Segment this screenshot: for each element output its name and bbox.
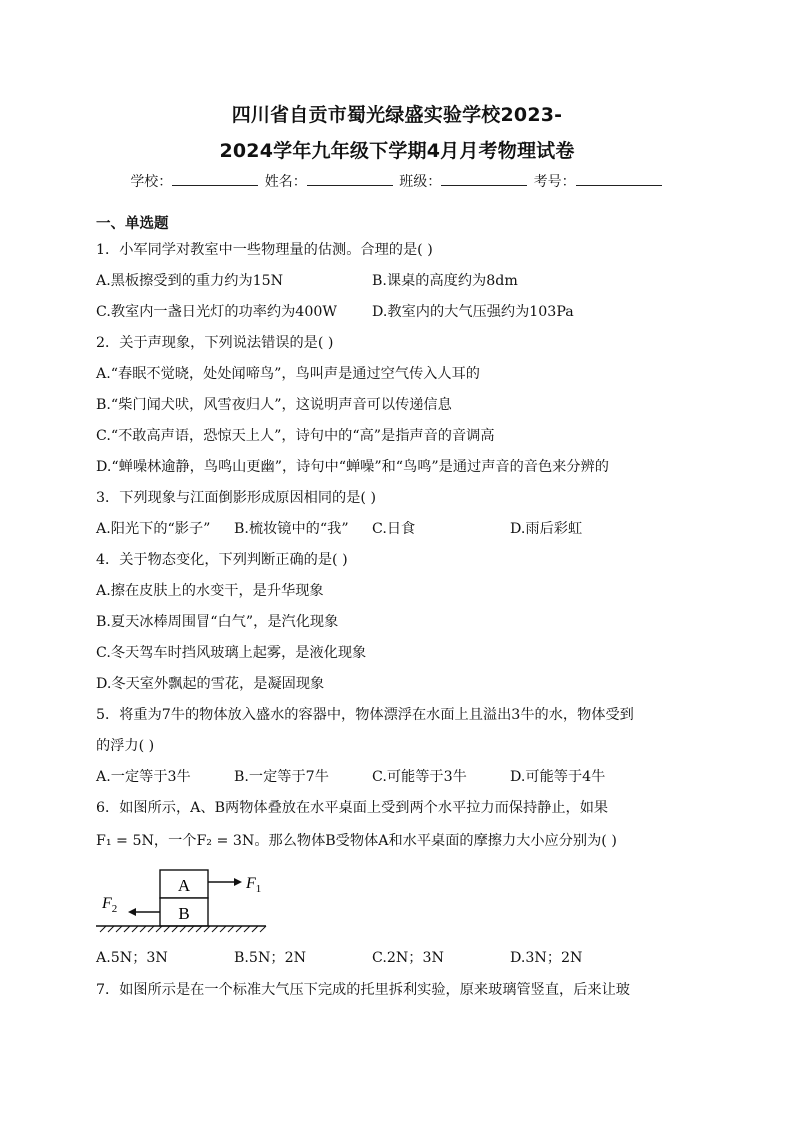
- q3-stem: 3．下列现象与江面倒影形成原因相同的是( ): [96, 490, 376, 506]
- q2-option-b: B.“柴门闻犬吠，风雪夜归人”，这说明声音可以传递信息: [96, 397, 452, 413]
- exam-title-line1: 四川省自贡市蜀光绿盛实验学校2023-: [231, 104, 563, 126]
- force-f1-arrowhead: [234, 878, 242, 886]
- school-blank[interactable]: [172, 173, 258, 186]
- q1-option-c: C.教室内一盏日光灯的功率约为400W: [96, 304, 337, 320]
- exam-title-line2: 2024学年九年级下学期4月月考物理试卷: [219, 140, 575, 162]
- q6-stem-line1: 6．如图所示，A、B两物体叠放在水平桌面上受到两个水平拉力而保持静止，如果: [96, 800, 609, 816]
- name-blank[interactable]: [307, 173, 393, 186]
- q1-option-b: B.课桌的高度约为8dm: [372, 273, 518, 289]
- q6-option-c: C.2N；3N: [372, 950, 444, 966]
- q3-option-c: C.日食: [372, 521, 416, 537]
- q4-stem: 4．关于物态变化，下列判断正确的是( ): [96, 552, 348, 568]
- q3-option-d: D.雨后彩虹: [510, 521, 583, 537]
- q5-option-c: C.可能等于3牛: [372, 769, 467, 785]
- q5-option-d: D.可能等于4牛: [510, 769, 606, 785]
- q2-option-c: C.“不敢高声语，恐惊天上人”，诗句中的“高”是指声音的音调高: [96, 428, 495, 444]
- q4-option-b: B.夏天冰棒周围冒“白气”，是汽化现象: [96, 614, 339, 630]
- force-f2-arrowhead: [128, 908, 136, 916]
- q4-option-d: D.冬天室外飘起的雪花，是凝固现象: [96, 676, 325, 692]
- q6-option-d: D.3N；2N: [510, 950, 583, 966]
- block-b-label: B: [178, 904, 190, 923]
- q1-stem: 1．小军同学对教室中一些物理量的估测。合理的是( ): [96, 242, 433, 258]
- school-label: 学校：: [130, 174, 173, 190]
- q5-stem-line2: 的浮力( ): [96, 738, 155, 754]
- class-label: 班级：: [399, 174, 442, 190]
- block-a-label: A: [177, 876, 191, 895]
- table-hatching: [100, 926, 266, 932]
- exam-no-label: 考号：: [533, 174, 576, 190]
- q6-stem-line2: F₁ = 5N，一个F₂ = 3N。那么物体B受物体A和水平桌面的摩擦力大小应分别为( ): [96, 833, 617, 849]
- q4-option-c: C.冬天驾车时挡风玻璃上起雾，是液化现象: [96, 645, 367, 661]
- class-blank[interactable]: [441, 173, 527, 186]
- q7-stem-line1: 7．如图所示是在一个标准大气压下完成的托里拆利实验，原来玻璃管竖直，后来让玻: [96, 982, 630, 998]
- q5-stem-line1: 5．将重为7牛的物体放入盛水的容器中，物体漂浮在水面上且溢出3牛的水，物体受到: [96, 707, 634, 723]
- q4-option-a: A.擦在皮肤上的水变干，是升华现象: [96, 583, 324, 599]
- q5-option-b: B.一定等于7牛: [234, 769, 329, 785]
- q2-stem: 2．关于声现象，下列说法错误的是( ): [96, 335, 334, 351]
- q3-option-b: B.梳妆镜中的“我”: [234, 521, 349, 537]
- q1-option-d: D.教室内的大气压强约为103Pa: [372, 304, 574, 320]
- q6-option-b: B.5N；2N: [234, 950, 307, 966]
- student-info-row: [0, 171, 794, 191]
- name-label: 姓名：: [264, 174, 307, 190]
- q2-option-d: D.“蝉噪林逾静，鸟鸣山更幽”，诗句中“蝉噪”和“鸟鸣”是通过声音的音色来分辨的: [96, 459, 609, 475]
- q3-option-a: A.阳光下的“影子”: [96, 521, 211, 537]
- q1-option-a: A.黑板擦受到的重力约为15N: [96, 273, 284, 289]
- force-f2-label: $F_2$: [102, 895, 118, 915]
- q5-option-a: A.一定等于3牛: [96, 769, 191, 785]
- q6-force-diagram: [96, 864, 276, 940]
- q2-option-a: A.“春眠不觉晓，处处闻啼鸟”，鸟叫声是通过空气传入人耳的: [96, 366, 480, 382]
- section-heading: 一、单选题: [96, 216, 169, 232]
- force-f1-label: $F_1$: [246, 875, 262, 895]
- exam-no-blank[interactable]: [576, 173, 662, 186]
- q6-option-a: A.5N；3N: [96, 950, 168, 966]
